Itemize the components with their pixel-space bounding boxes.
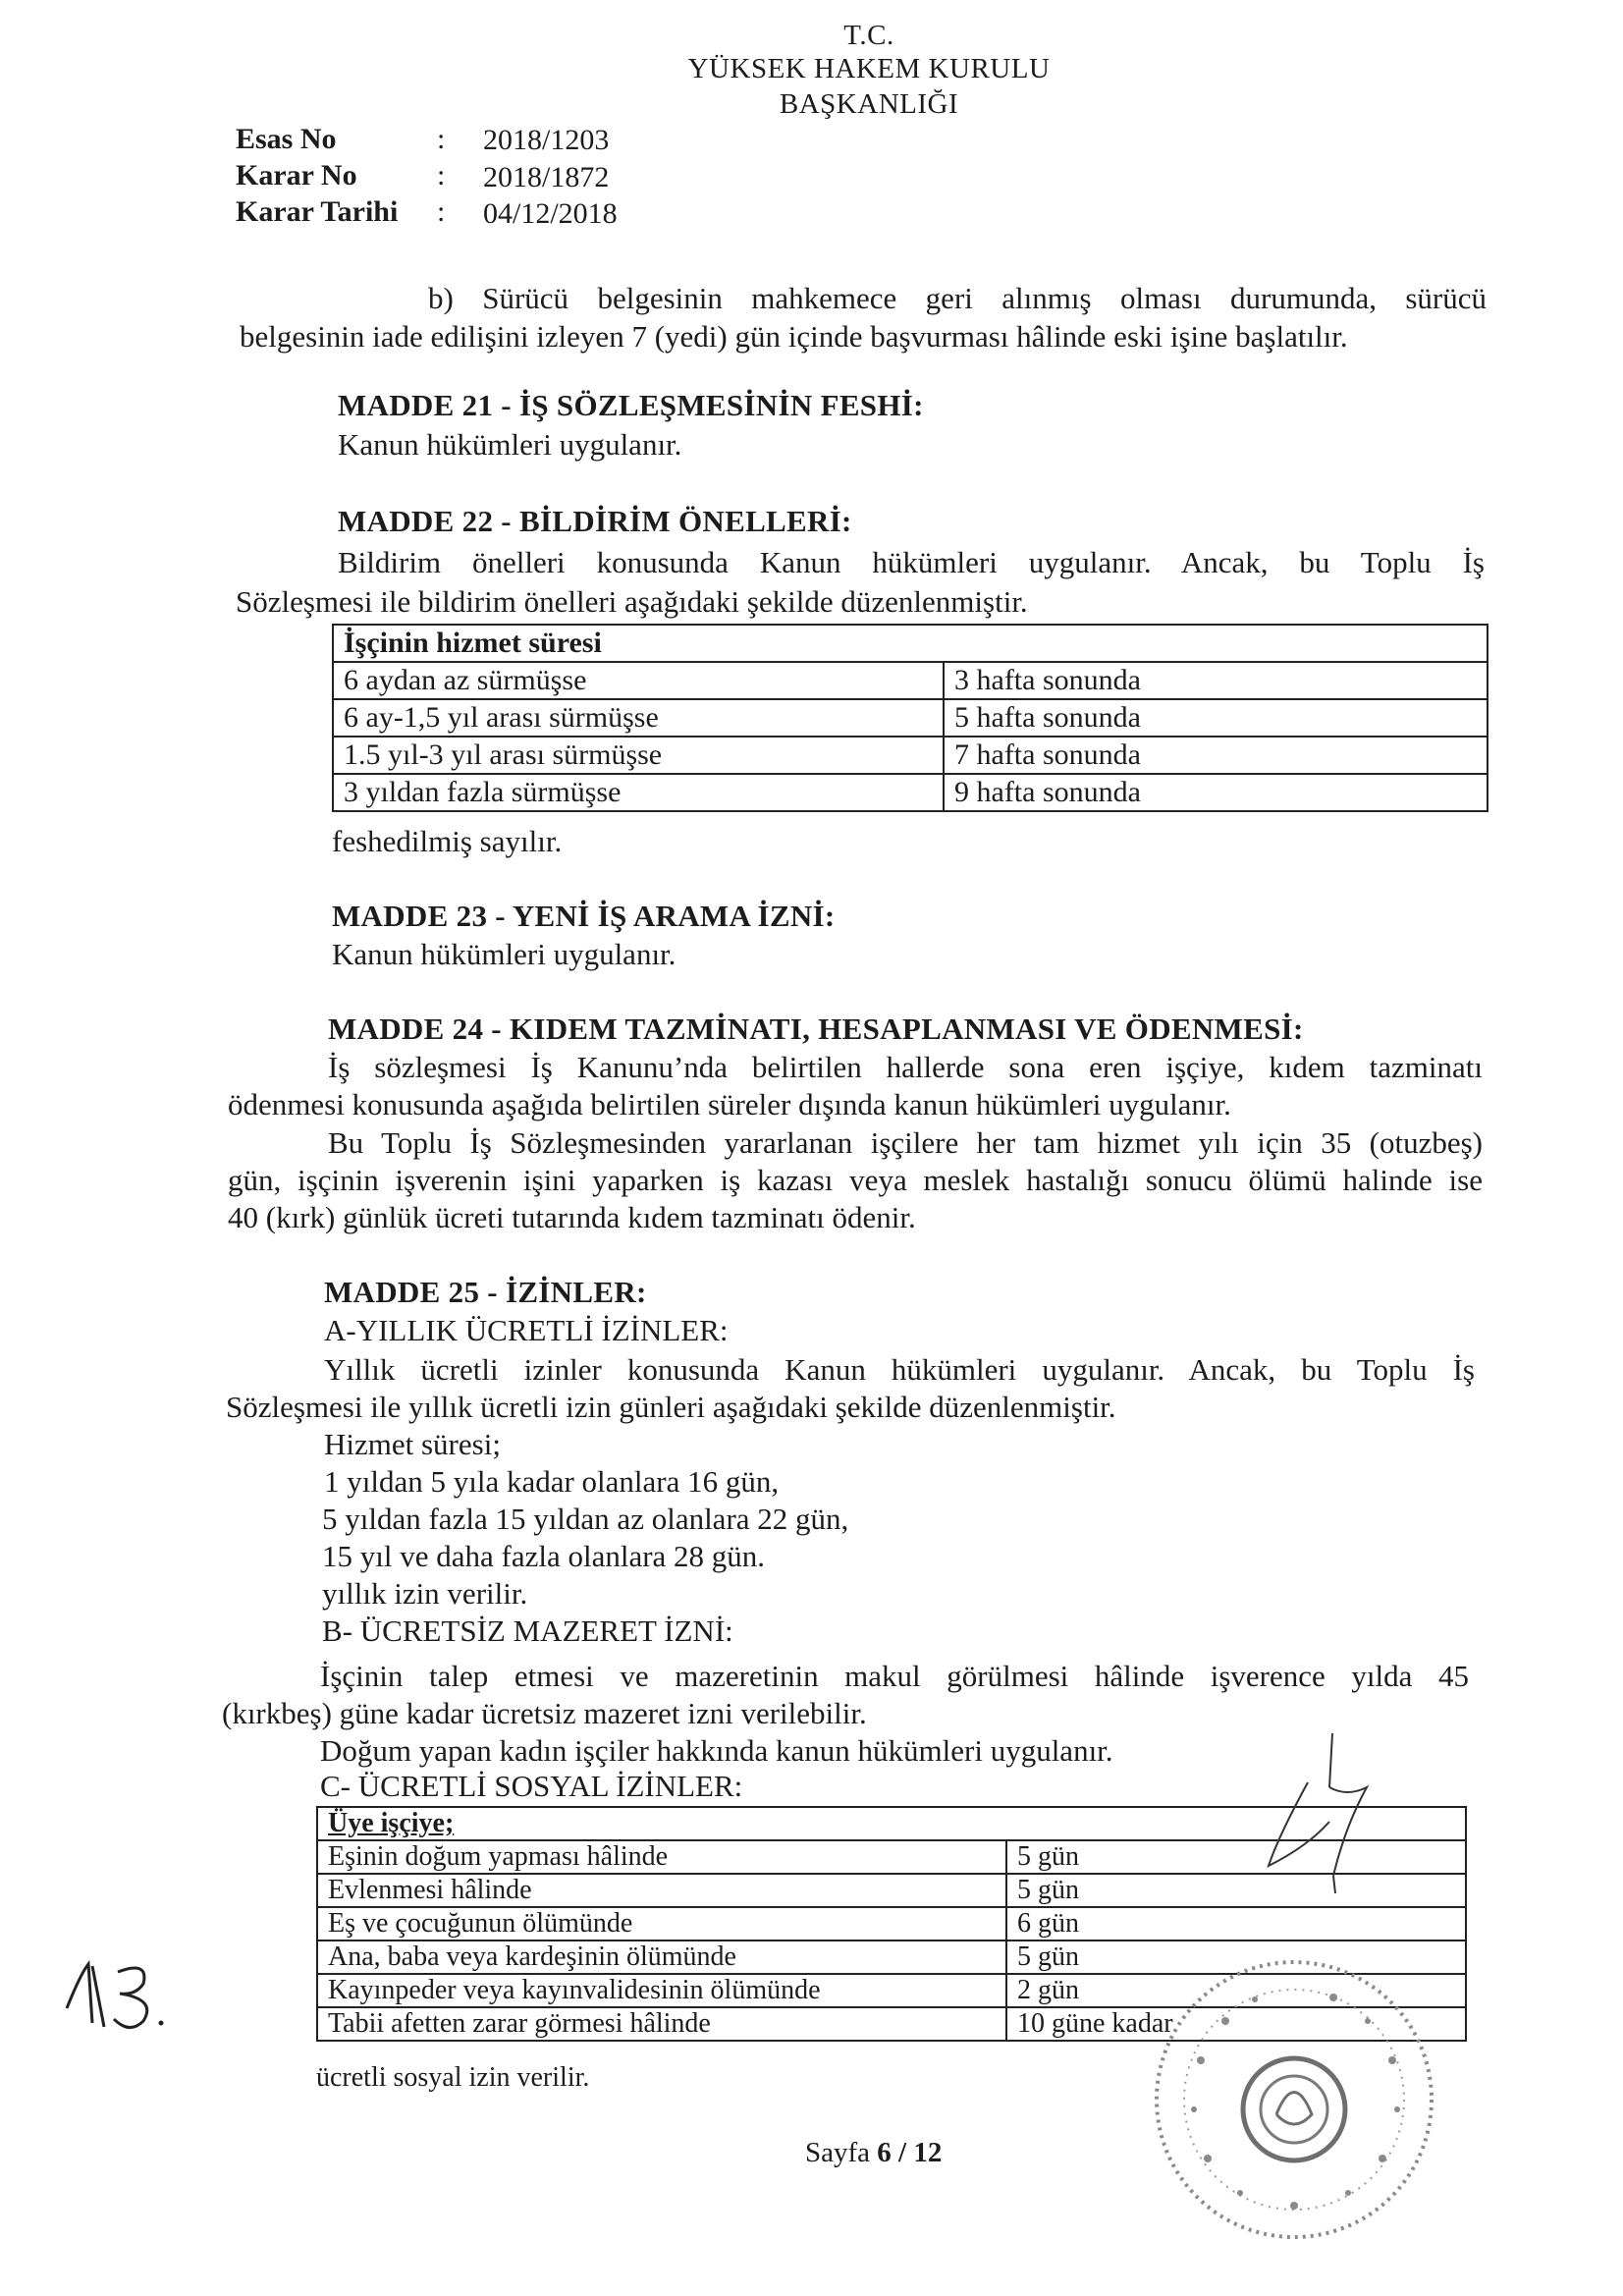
madde-24-p1-line1: İş sözleşmesi İş Kanunu’nda belirtilen hallerde sona eren işçiye, kıdem tazminatı [328,1050,1483,1084]
duration-cell: 1.5 yıl-3 yıl arası sürmüşse [333,737,944,774]
event-cell: Evlenmesi hâlinde [317,1874,1006,1907]
karar-value: 2018/1872 [483,161,610,193]
notice-cell: 7 hafta sonunda [944,737,1488,774]
section-a-line7: yıllık izin verilir. [322,1576,528,1611]
section-a-line6: 15 yıl ve daha fazla olanlara 28 gün. [322,1539,766,1573]
table-row [333,699,1488,737]
madde-21-heading: MADDE 21 - İŞ SÖZLEŞMESİNİN FESHİ: [338,388,924,422]
table-row [333,662,1488,699]
section-b-line1: İşçinin talep etmesi ve mazeretinin makul görülmesi hâlinde işverence yılda 45 [320,1659,1469,1693]
section-b-line3: Doğum yapan kadın işçiler hakkında kanun hükümleri uygulanır. [320,1733,1113,1768]
madde-24-p2-line1: Bu Toplu İş Sözleşmesinden yararlanan işçilere her tam hizmet yılı için 35 (otuzbeş) [328,1125,1483,1160]
madde-22-line2: Sözleşmesi ile bildirim önelleri aşağıdaki şekilde düzenlenmiştir. [236,584,1028,619]
event-cell: Ana, baba veya kardeşinin ölümünde [317,1941,1006,1974]
madde-21-text: Kanun hükümleri uygulanır. [338,427,682,462]
duration-cell: 6 ay-1,5 yıl arası sürmüşse [333,699,944,737]
section-a-line5: 5 yıldan fazla 15 yıldan az olanlara 22 gün, [322,1502,849,1536]
section-c-after: ücretli sosyal izin verilir. [316,2062,590,2093]
notice-cell: 5 hafta sonunda [944,699,1488,737]
signature-mark [1239,1728,1396,1895]
esas-label: Esas No [236,123,337,155]
tarih-label: Karar Tarihi [236,195,399,228]
table-header-cell: İşçinin hizmet süresi [333,625,1488,662]
event-cell: Kayınpeder veya kayınvalidesinin ölümünde [317,1974,1006,2007]
madde-23-heading: MADDE 23 - YENİ İŞ ARAMA İZNİ: [332,899,836,933]
madde-25-heading: MADDE 25 - İZİNLER: [324,1275,647,1309]
table-row [333,774,1488,811]
notice-cell: 9 hafta sonunda [944,774,1488,811]
madde-22-heading: MADDE 22 - BİLDİRİM ÖNELLERİ: [338,504,852,538]
page-separator: / [898,2137,907,2168]
header-institution: YÜKSEK HAKEM KURULU [687,53,1051,84]
table-row [333,737,1488,774]
notice-cell: 3 hafta sonunda [944,662,1488,699]
page-total: 12 [913,2137,943,2168]
section-b-line2: (kırkbeş) güne kadar ücretsiz mazeret izni verilebilir. [222,1696,867,1730]
tarih-colon: : [437,195,446,228]
page-current: 6 [877,2137,892,2168]
page-label: Sayfa [805,2137,871,2168]
duration-cell: 6 aydan az sürmüşse [333,662,944,699]
table-header-cell: Üye işçiye; [317,1807,1466,1840]
esas-value: 2018/1203 [483,124,610,156]
madde-24-p1-line2: ödenmesi konusunda aşağıda belirtilen süreler dışında kanun hükümleri uygulanır. [228,1087,1231,1121]
header-department: BAŞKANLIĞI [779,88,959,120]
section-b-title: B- ÜCRETSİZ MAZERET İZNİ: [322,1613,733,1648]
days-cell: 5 gün [1006,1941,1466,1974]
event-cell: Eşinin doğum yapması hâlinde [317,1840,1006,1874]
event-cell: Tabii afetten zarar görmesi hâlinde [317,2007,1006,2041]
days-cell: 2 gün [1006,1974,1466,2007]
karar-colon: : [437,159,446,191]
days-cell: 10 güne kadar [1006,2007,1466,2041]
madde-24-p2-line3: 40 (kırk) günlük ücreti tutarında kıdem tazminatı ödenir. [228,1200,916,1234]
handwritten-margin-note [59,1954,177,2043]
madde-24-heading: MADDE 24 - KIDEM TAZMİNATI, HESAPLANMASI VE ÖDENMESİ: [328,1011,1304,1046]
official-seal [1147,1952,1441,2247]
days-cell: 5 gün [1006,1874,1466,1907]
table-row [317,1907,1466,1941]
section-a-line3: Hizmet süresi; [324,1427,501,1461]
madde-23-text: Kanun hükümleri uygulanır. [332,937,676,971]
madde-22-line1: Bildirim önelleri konusunda Kanun hükümleri uygulanır. Ancak, bu Toplu İş [338,545,1485,579]
table-header-row [333,625,1488,662]
esas-colon: : [437,123,446,155]
karar-label: Karar No [236,159,357,191]
section-a-title: A-YILLIK ÜCRETLİ İZİNLER: [324,1313,729,1347]
madde-24-p2-line2: gün, işçinin işverenin işini yaparken iş kazası veya meslek hastalığı sonucu ölümü halinde ise [228,1163,1483,1197]
event-cell: Eş ve çocuğunun ölümünde [317,1907,1006,1941]
section-c-title: C- ÜCRETLİ SOSYAL İZİNLER: [320,1769,743,1803]
section-a-line2: Sözleşmesi ile yıllık ücretli izin günleri aşağıdaki şekilde düzenlenmiştir. [226,1390,1116,1424]
para-b-line1: b) Sürücü belgesinin mahkemece geri alınmış olması durumunda, sürücü [428,281,1487,315]
days-cell: 6 gün [1006,1907,1466,1941]
header-tc: T.C. [843,20,894,51]
section-a-line1: Yıllık ücretli izinler konusunda Kanun hükümleri uygulanır. Ancak, bu Toplu İş [324,1352,1475,1387]
days-cell: 5 gün [1006,1840,1466,1874]
madde-22-after: feshedilmiş sayılır. [332,824,563,858]
notice-period-table [332,624,1488,812]
page-number [805,2137,942,2169]
section-a-line4: 1 yıldan 5 yıla kadar olanlara 16 gün, [324,1464,780,1499]
duration-cell: 3 yıldan fazla sürmüşse [333,774,944,811]
para-b-line2: belgesinin iade edilişini izleyen 7 (yedi) gün içinde başvurması hâlinde eski işine başlatılır. [240,319,1348,354]
tarih-value: 04/12/2018 [483,197,618,230]
